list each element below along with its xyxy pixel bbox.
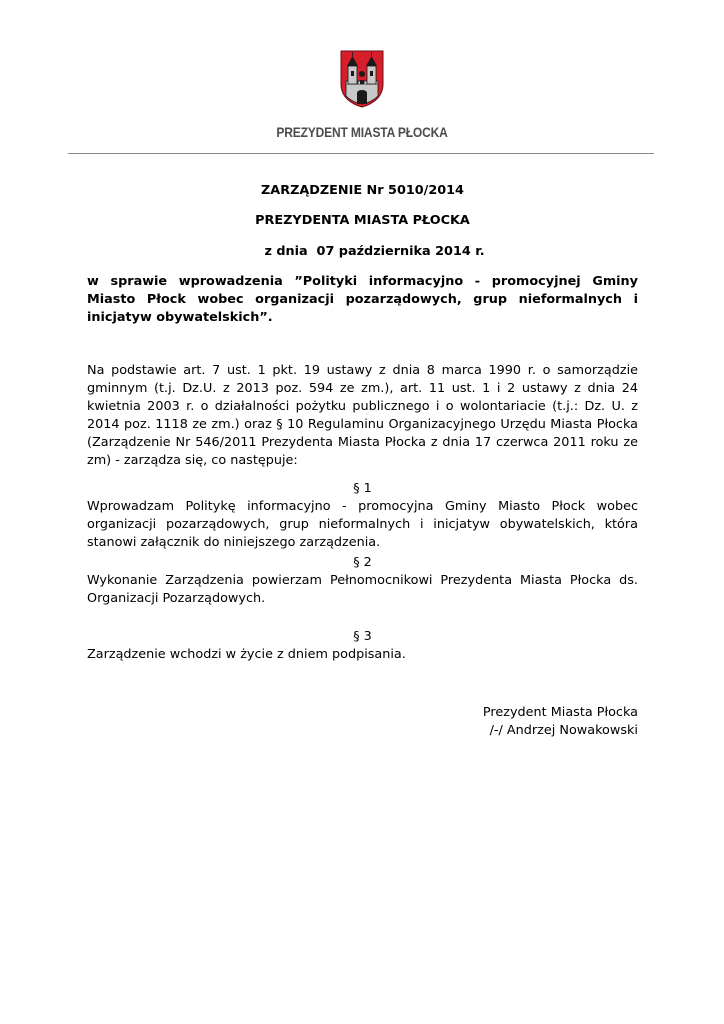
ordinance-issuer: PREZYDENTA MIASTA PŁOCKA bbox=[255, 213, 470, 228]
section-1-text: Wprowadzam Politykę informacyjno - promocyjna Gminy Miasto Płock wobec organizacji pozarządowych, grup nieformalnych i inicjatyw obywatelskich, która stanowi załącznik do niniejszego zarządzenia. bbox=[87, 499, 638, 550]
ordinance-title: ZARZĄDZENIE Nr 5010/2014 bbox=[261, 183, 464, 198]
section-3-text: Zarządzenie wchodzi w życie z dniem podpisania. bbox=[87, 647, 406, 662]
ordinance-date: z dnia 07 października 2014 r. bbox=[264, 244, 485, 259]
section-2-text: Wykonanie Zarządzenia powierzam Pełnomocnikowi Prezydenta Miasta Płocka ds. Organizacji Pozarządowych. bbox=[87, 573, 638, 606]
header-title: PREZYDENT MIASTA PŁOCKA bbox=[276, 124, 448, 140]
coat-of-arms-icon bbox=[340, 50, 384, 108]
ordinance-subject: w sprawie wprowadzenia ”Polityki informacyjno - promocyjnej Gminy Miasto Płock wobec organizacji pozarządowych, grup nieformalnych i inicjatyw obywatelskich”. bbox=[87, 274, 638, 325]
section-1-heading: § 1 bbox=[353, 481, 372, 496]
signature-block bbox=[87, 704, 638, 740]
section-2-heading: § 2 bbox=[353, 555, 372, 570]
section-3-heading: § 3 bbox=[353, 629, 372, 644]
legal-basis: Na podstawie art. 7 ust. 1 pkt. 19 ustawy z dnia 8 marca 1990 r. o samorządzie gminnym (t.j. Dz.U. z 2013 poz. 594 ze zm.), art. 11 ust. 1 i 2 ustawy z dnia 24 kwietnia 2003 r. o działalności pożytku publicznego i o wolontariacie (t.j.: Dz. U. z 2014 poz. 1118 ze zm.) oraz § 10 Regulaminu Organizacyjnego Urzędu Miasta Płocka (Zarządzenie Nr 546/2011 Prezydenta Miasta Płocka z dnia 17 czerwca 2011 roku ze zm) - zarządza się, co następuje: bbox=[87, 363, 638, 468]
signature-name: /-/ Andrzej Nowakowski bbox=[489, 723, 638, 738]
header-divider bbox=[68, 153, 654, 154]
signature-role: Prezydent Miasta Płocka bbox=[482, 705, 638, 720]
